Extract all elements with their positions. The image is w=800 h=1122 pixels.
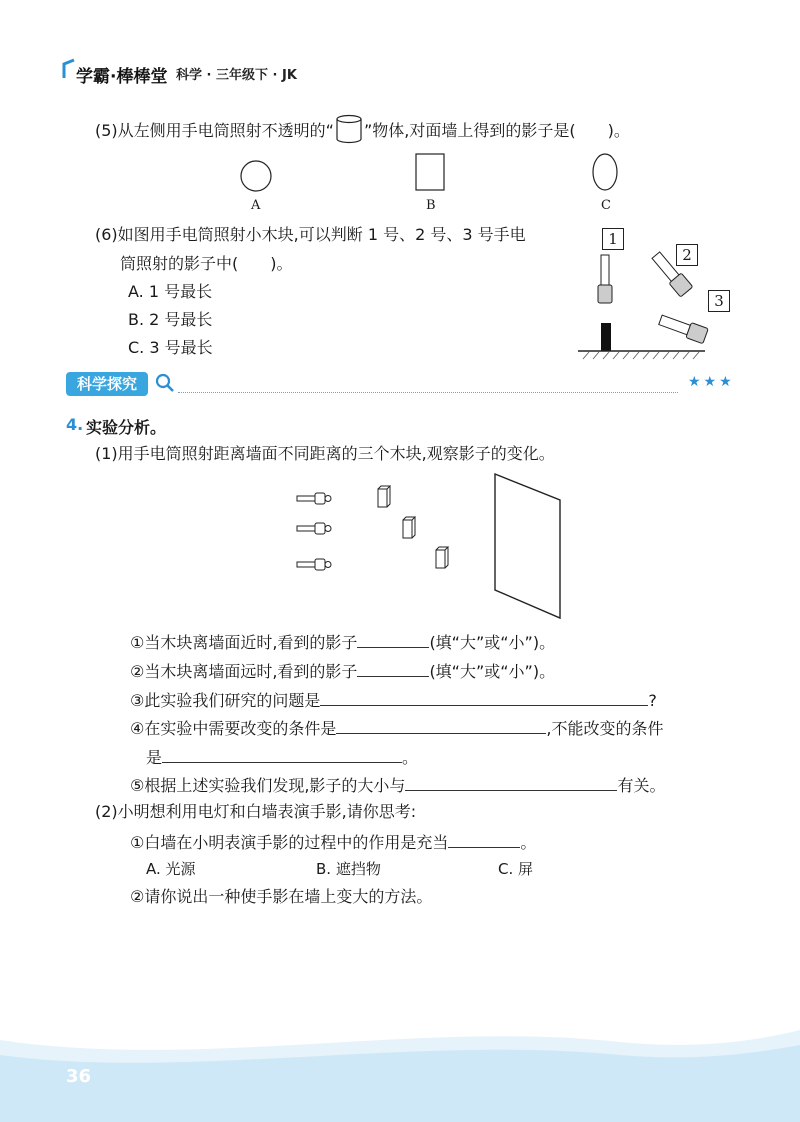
brand-logo: 学霸·棒棒堂 <box>76 67 168 87</box>
graduation-cap-icon <box>62 58 76 80</box>
flashlight-label-2: 2 <box>676 244 698 266</box>
section-divider <box>178 392 678 393</box>
answer-blank-5[interactable] <box>162 746 402 763</box>
wooden-block <box>601 323 611 351</box>
q4-title: 实验分析。 <box>86 418 167 437</box>
flashlight-label-1: 1 <box>602 228 624 250</box>
q4-p2-s2: ②请你说出一种使手影在墙上变大的方法。 <box>130 887 433 906</box>
answer-blank-4[interactable] <box>336 717 546 734</box>
difficulty-stars: ★★★ <box>688 374 735 390</box>
q5-option-c[interactable]: C <box>601 198 611 213</box>
q4-s1: ①当木块离墙面近时,看到的影子 (填“大”或“小”)。 <box>130 633 556 652</box>
flashlight-3-icon <box>658 312 709 343</box>
q4-s4: ④在实验中需要改变的条件是 ,不能改变的条件 <box>130 719 664 738</box>
subject-grade: 科学 · 三年级下 · JK <box>176 68 297 83</box>
flashlight-figure <box>575 250 735 360</box>
answer-blank-1[interactable] <box>357 631 429 648</box>
q4-number: 4. <box>66 415 84 434</box>
cylinder-icon <box>334 114 364 144</box>
flashlight-row-2-icon <box>297 523 331 534</box>
flashlight-label-3: 3 <box>708 290 730 312</box>
q4-s4-cont: 是 。 <box>146 748 419 767</box>
page-number: 36 <box>66 1066 92 1087</box>
flashlight-row-1-icon <box>297 493 331 504</box>
magnifier-icon <box>154 372 176 394</box>
q5-option-a[interactable]: A <box>251 198 261 213</box>
q6-option-c[interactable]: C. 3 号最长 <box>128 338 213 357</box>
answer-blank-2[interactable] <box>357 660 429 677</box>
answer-blank-3[interactable] <box>320 689 648 706</box>
q6-question-line2: 筒照射的影子中( )。 <box>120 254 293 273</box>
q4-p2-option-c[interactable]: C. 屏 <box>498 860 534 878</box>
q5-shape-ellipse <box>590 152 620 194</box>
flashlight-2-icon <box>650 250 693 297</box>
q4-p2-s1: ①白墙在小明表演手影的过程中的作用是充当 。 <box>130 833 537 852</box>
q5-shape-circle <box>238 158 274 194</box>
answer-blank-7[interactable] <box>448 831 520 848</box>
q4-s2: ②当木块离墙面远时,看到的影子 (填“大”或“小”)。 <box>130 662 556 681</box>
flashlight-1-icon <box>598 255 612 303</box>
answer-blank-6[interactable] <box>405 774 617 791</box>
wall-screen <box>495 474 560 618</box>
q6-option-b[interactable]: B. 2 号最长 <box>128 310 213 329</box>
flashlight-row-3-icon <box>297 559 331 570</box>
q4-s5: ⑤根据上述实验我们发现,影子的大小与 有关。 <box>130 776 666 795</box>
block-near-wall <box>436 547 448 568</box>
q5-question: (5)从左侧用手电筒照射不透明的“ ”物体,对面墙上得到的影子是( )。 <box>95 114 630 144</box>
q4-part2-intro: (2)小明想利用电灯和白墙表演手影,请你思考: <box>95 802 417 821</box>
q6-option-a[interactable]: A. 1 号最长 <box>128 282 213 301</box>
experiment-figure <box>295 472 575 620</box>
section-banner: 科学探究 <box>66 372 148 396</box>
footer-wave <box>0 1000 800 1122</box>
block-middle <box>403 517 415 538</box>
q6-question-line1: (6)如图用手电筒照射小木块,可以判断 1 号、2 号、3 号手电 <box>95 225 526 244</box>
q5-option-b[interactable]: B <box>426 198 436 213</box>
q4-part1-intro: (1)用手电筒照射距离墙面不同距离的三个木块,观察影子的变化。 <box>95 444 555 463</box>
q4-p2-option-a[interactable]: A. 光源 <box>146 860 196 878</box>
block-near-light <box>378 486 390 507</box>
q4-p2-option-b[interactable]: B. 遮挡物 <box>316 860 381 878</box>
q5-shape-rectangle <box>414 152 448 192</box>
q4-s3: ③此实验我们研究的问题是 ? <box>130 691 657 710</box>
